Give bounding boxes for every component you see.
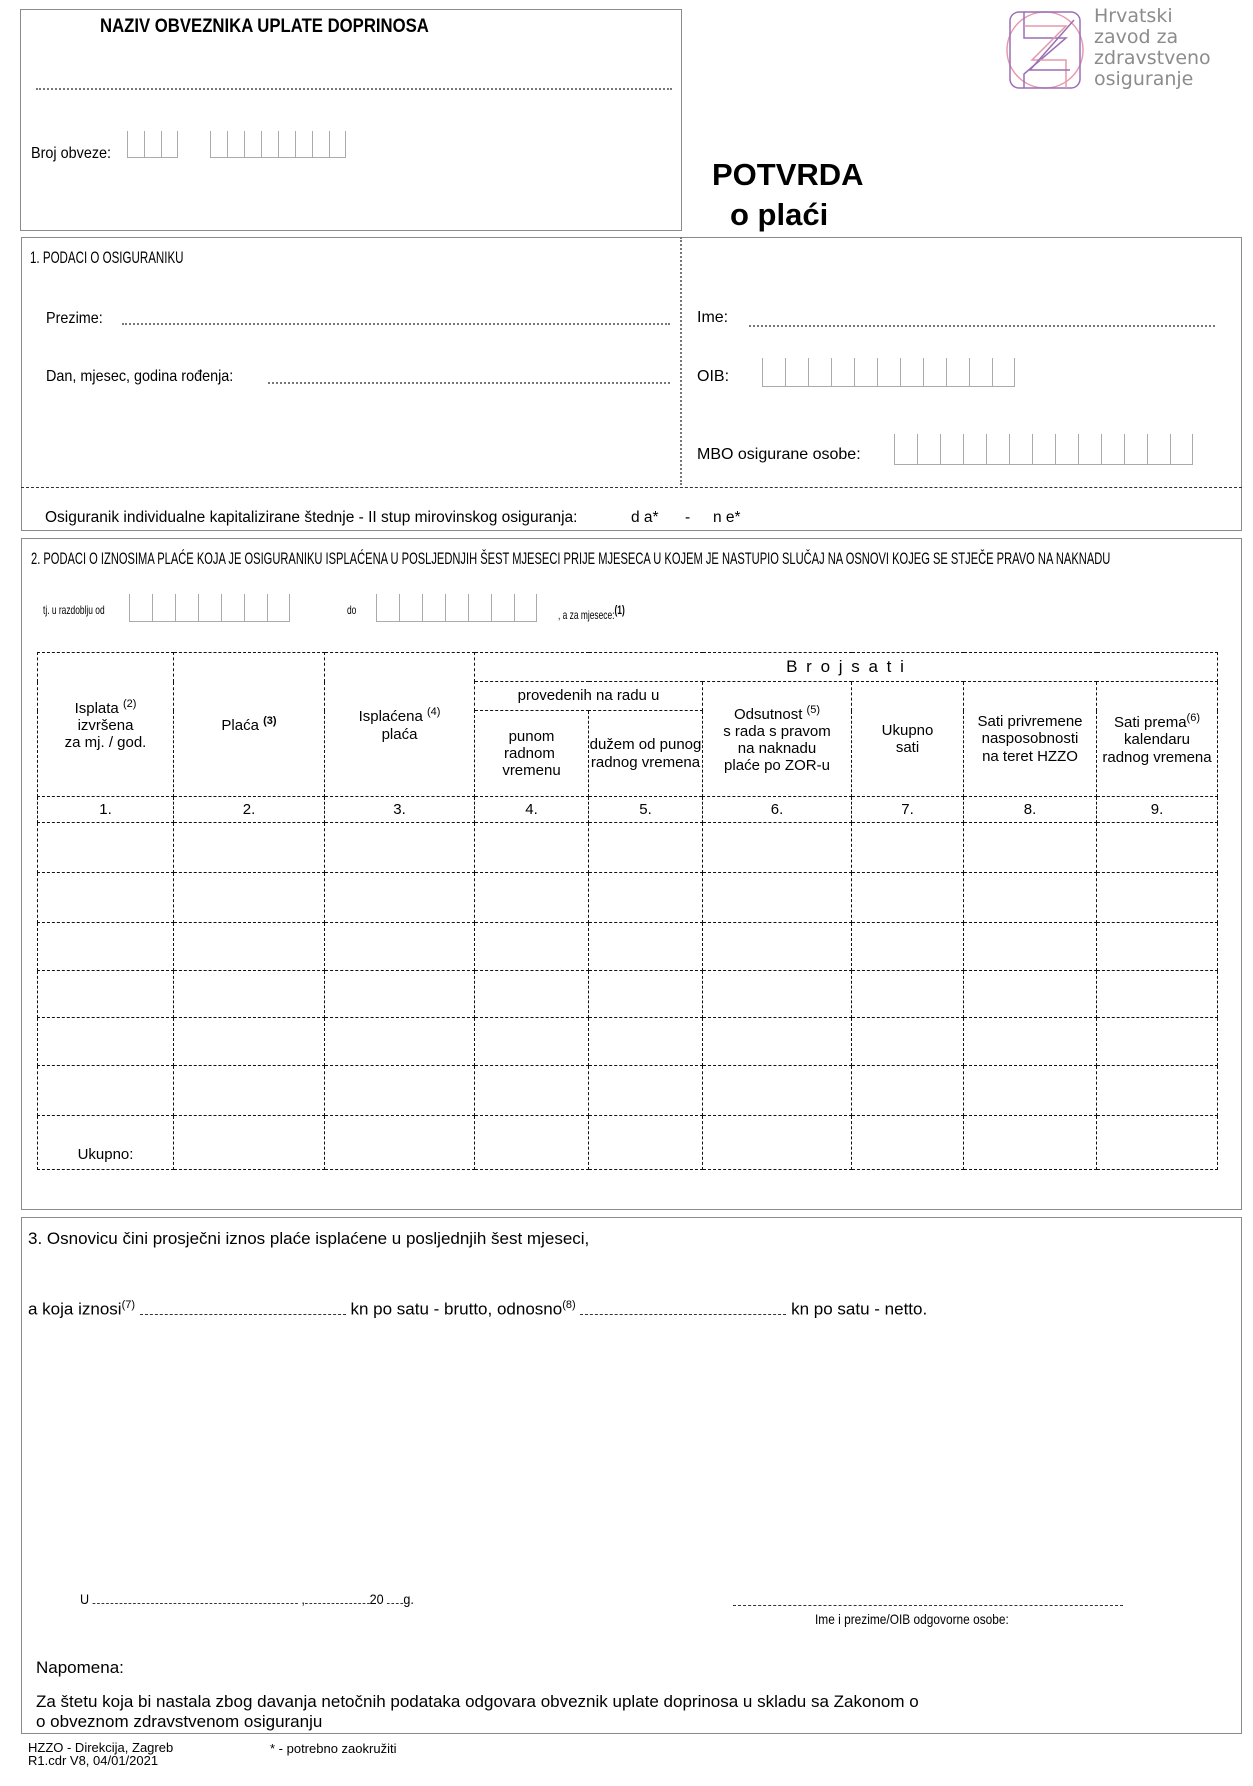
logo-text: Hrvatski zavod za zdravstveno osiguranje	[1094, 5, 1211, 90]
col-header-1: Isplata $^{(2)}$ izvršena za mj. / god.	[38, 653, 174, 797]
table-row[interactable]	[38, 923, 1218, 971]
work-subgroup-header: provedenih na radu u	[475, 682, 703, 711]
col-header-3: Isplaćena $^{(4)}$ plaća	[325, 653, 475, 797]
gross-amount-field[interactable]	[140, 1314, 346, 1315]
total-label: Ukupno:	[38, 1116, 174, 1170]
pillar-yes-option[interactable]: d a*	[631, 509, 659, 526]
hzzo-logo-icon	[1004, 8, 1086, 92]
payer-box	[20, 9, 682, 231]
signature-field[interactable]	[733, 1605, 1123, 1606]
section3-box	[21, 1217, 1242, 1734]
footer-asterisk-note: * - potrebno zaokružiti	[270, 1741, 397, 1756]
section1-divider	[680, 237, 682, 485]
column-number-row: 1. 2. 3. 4. 5. 6. 7. 8. 9.	[38, 797, 1218, 823]
footer-issuer: HZZO - Direkcija, Zagreb R1.cdr V8, 04/01/2021	[28, 1740, 174, 1768]
payer-number-label: Broj obveze:	[31, 145, 112, 162]
total-row[interactable]	[38, 1116, 1218, 1170]
signature-label: Ime i prezime/OIB odgovorne osobe:	[815, 1611, 1009, 1627]
oib-field[interactable]	[762, 358, 1015, 387]
col-header-7: Ukupno sati	[852, 682, 964, 797]
pillar-separator: -	[685, 509, 691, 526]
dob-field[interactable]	[268, 382, 670, 384]
period-from-field[interactable]	[129, 594, 290, 622]
col-header-4: punom radnom vremenu	[475, 711, 589, 797]
period-from-label: tj. u razdoblju od	[43, 603, 105, 617]
payer-name-field[interactable]	[36, 88, 672, 90]
section1-separator	[21, 487, 1242, 488]
col-header-2: Plaća $^{(3)}$	[174, 653, 325, 797]
basis-text: 3. Osnovicu čini prosječni iznos plaće isplaćene u posljednjih šest mjeseci,	[28, 1229, 590, 1248]
mbo-label: MBO osigurane osobe:	[697, 446, 861, 463]
place-date-line: U , 20 g.	[80, 1591, 414, 1607]
place-field[interactable]	[93, 1603, 298, 1604]
table-row[interactable]	[38, 1066, 1218, 1116]
period-to-label: do	[347, 603, 357, 617]
table-row[interactable]	[38, 823, 1218, 873]
note-text: Za štetu koja bi nastala zbog davanja netočnih podataka odgovara obveznik uplate doprinosa u skladu sa Zakonom o o obveznom zdravstvenom osiguranju	[36, 1692, 919, 1731]
dob-label: Dan, mjesec, godina rođenja:	[46, 368, 234, 385]
date-field[interactable]	[305, 1603, 370, 1604]
period-to-field[interactable]	[376, 594, 537, 622]
payer-number-prefix-field[interactable]	[127, 131, 178, 158]
net-amount-field[interactable]	[580, 1314, 786, 1315]
col-header-8: Sati privremene nasposobnosti na teret HZZO	[964, 682, 1097, 797]
col-header-6: Odsutnost $^{(5)}$ s rada s pravom na naknadu plaće po ZOR-u	[703, 682, 852, 797]
name-field[interactable]	[749, 325, 1215, 327]
pillar-question: Osiguranik individualne kapitalizirane štednje - II stup mirovinskog osiguranja:	[45, 509, 578, 526]
hzzo-logo	[1004, 5, 1244, 96]
section2-title: 2. PODACI O IZNOSIMA PLAĆE KOJA JE OSIGURANIKU ISPLAĆENA U POSLJEDNJIH ŠEST MJESECI PRIJE MJESECA U KOJEM JE NASTUPIO SLUČAJ NA OSNOVI KOJEG SE STJEČE PRAVO NA NAKNADU	[31, 549, 1111, 568]
table-row[interactable]	[38, 971, 1218, 1018]
surname-field[interactable]	[122, 323, 670, 325]
document-title: POTVRDA o plaći	[712, 157, 864, 232]
name-label: Ime:	[697, 309, 729, 326]
year-field[interactable]	[387, 1603, 403, 1604]
payer-number-field[interactable]	[210, 131, 346, 158]
section1-title: 1. PODACI O OSIGURANIKU	[30, 248, 184, 267]
table-row[interactable]	[38, 1018, 1218, 1066]
oib-label: OIB:	[697, 368, 730, 385]
col-header-9: Sati prema$^{(6)}$ kalendaru radnog vremena	[1097, 682, 1218, 797]
col-header-5: dužem od punog radnog vremena	[589, 711, 703, 797]
payer-title: NAZIV OBVEZNIKA UPLATE DOPRINOSA	[100, 16, 429, 37]
mbo-field[interactable]	[894, 434, 1193, 465]
salary-table	[37, 652, 1218, 1170]
pillar-no-option[interactable]: n e*	[713, 509, 741, 526]
surname-label: Prezime:	[46, 310, 103, 327]
hours-group-header: B r o j s a t i	[475, 653, 1218, 682]
months-label: , a za mjesece:$^{(1)}$	[558, 603, 625, 622]
note-title: Napomena:	[36, 1658, 124, 1677]
amount-line: a koja iznosi$^{(7)}$ kn po satu - brutto, odnosno$^{(8)}$ kn po satu - netto.	[28, 1299, 928, 1319]
table-row[interactable]	[38, 873, 1218, 923]
